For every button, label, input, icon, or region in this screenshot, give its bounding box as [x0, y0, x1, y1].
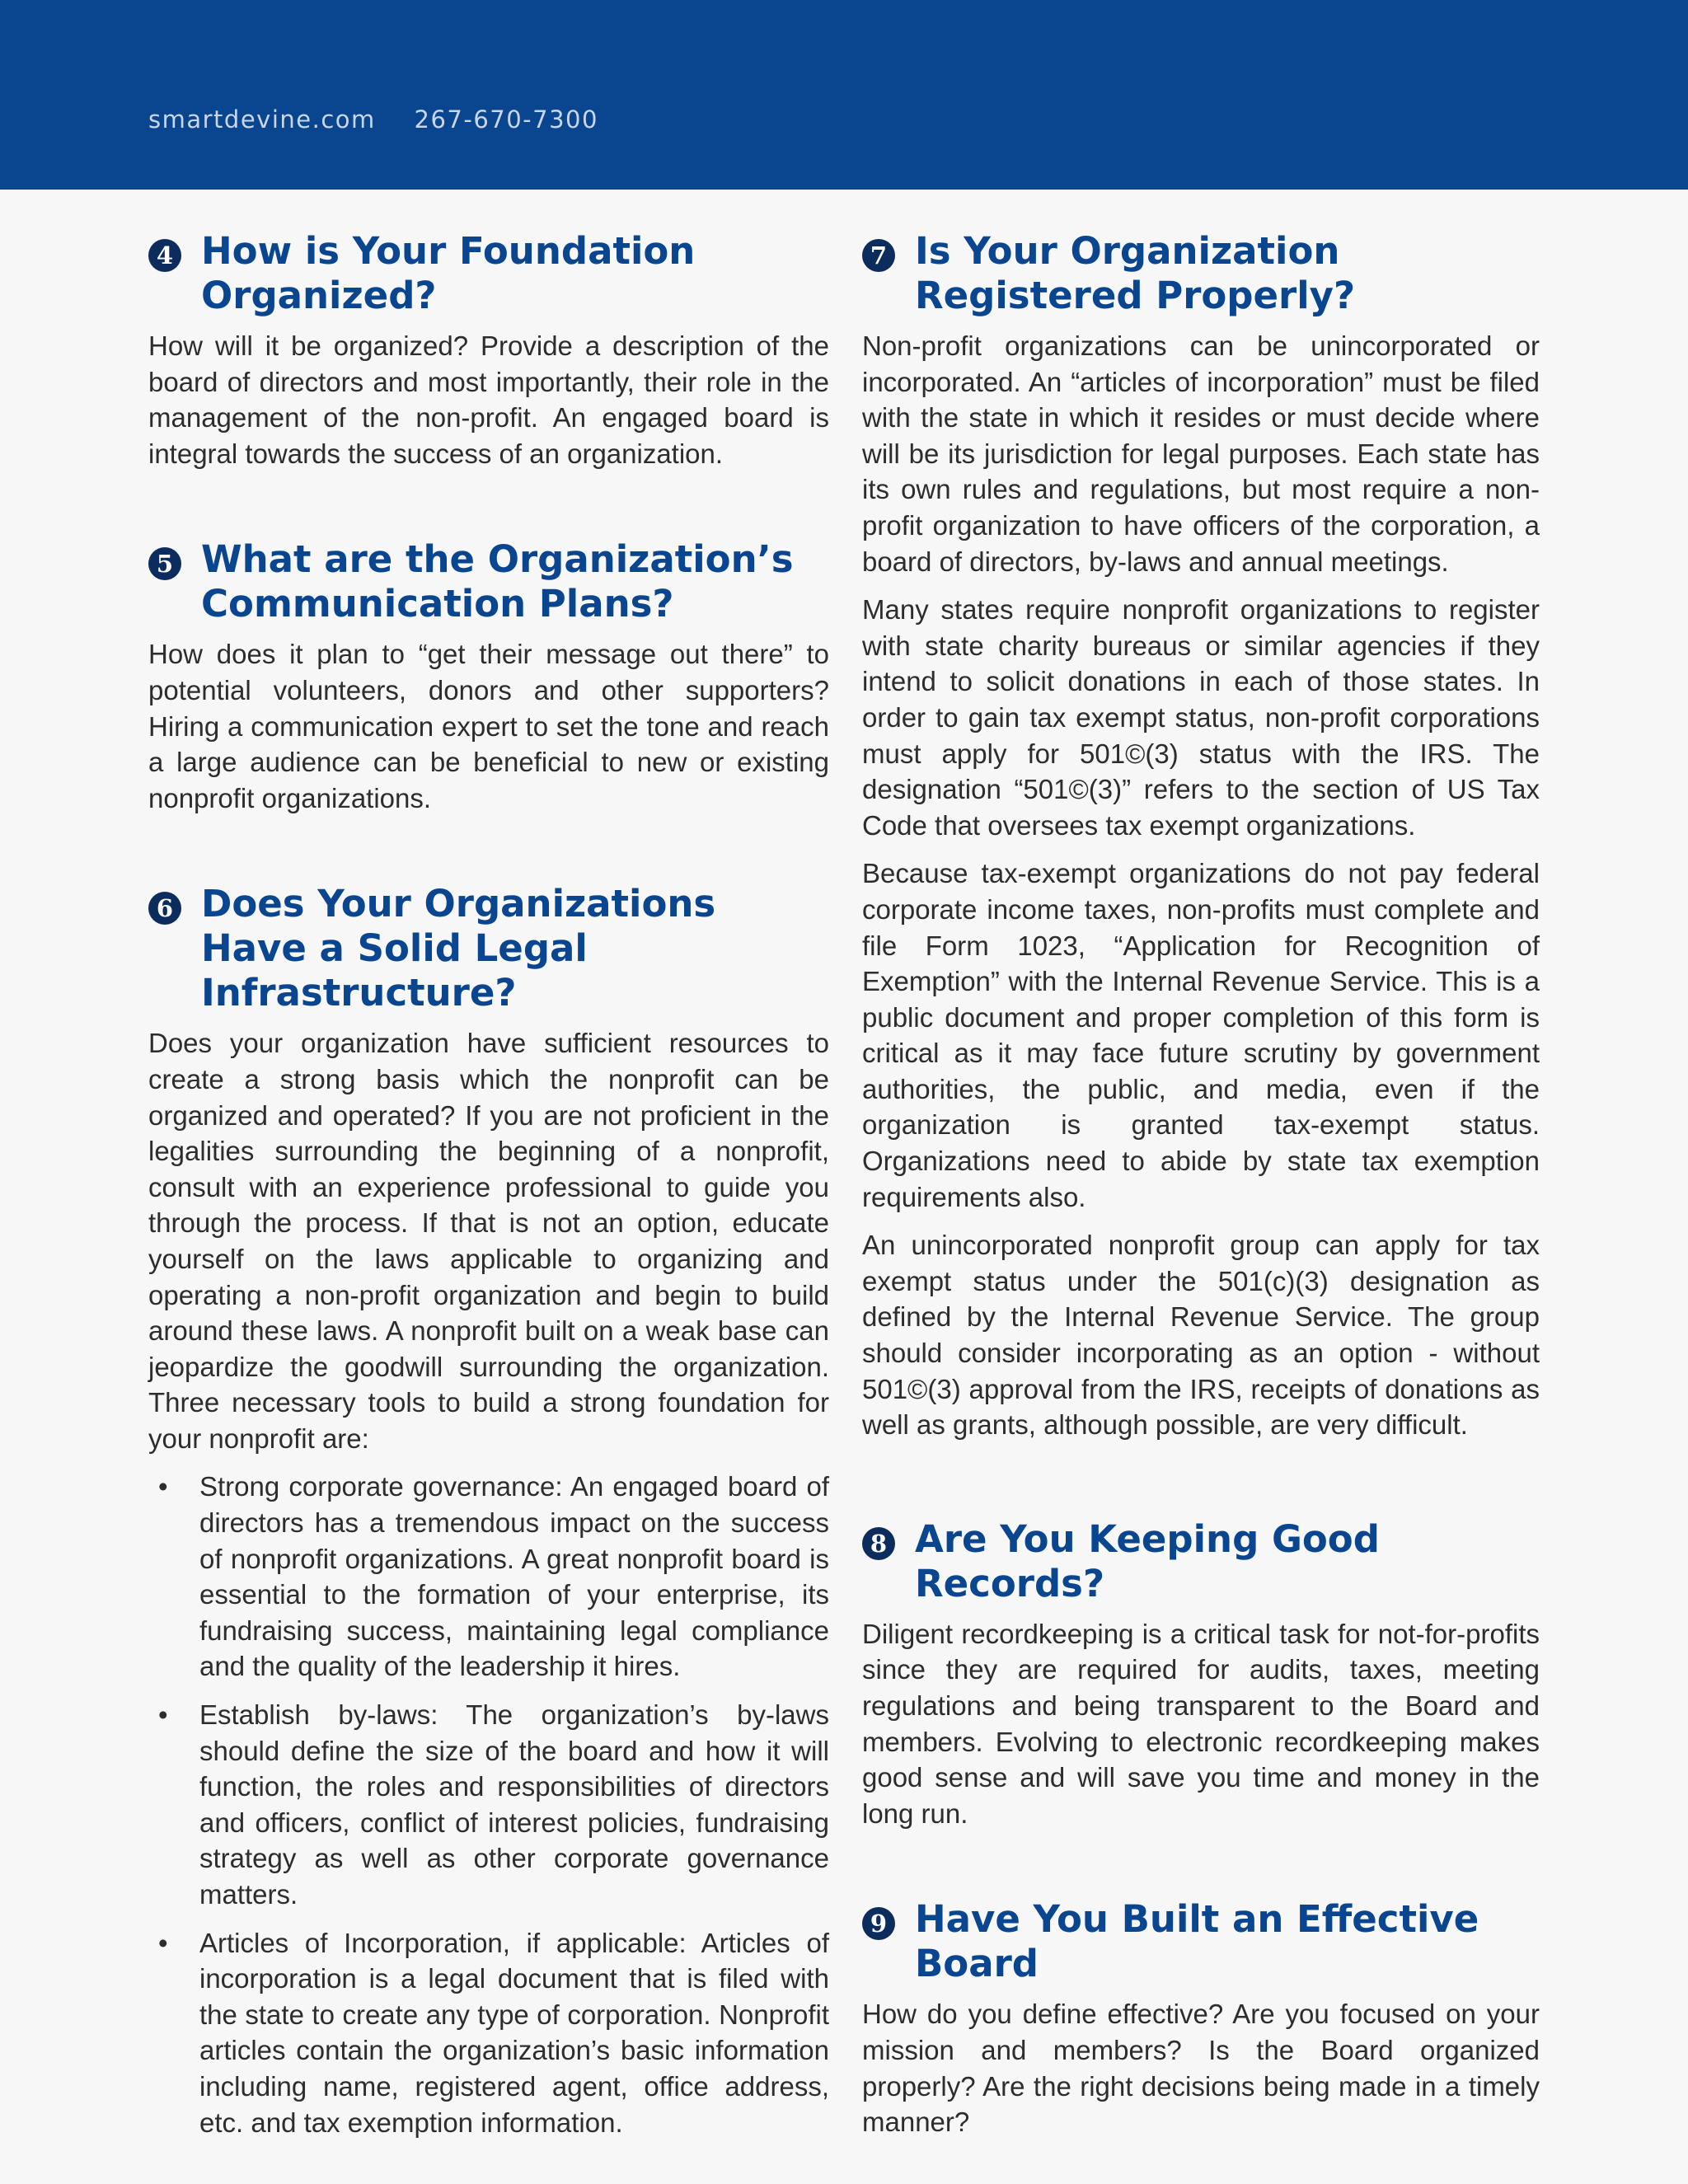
bullet-text: Articles of Incorporation, if applicable: Articles of incorporation is a legal document that is filed with the state to create any type of corporation. Nonprofit articles contain the organization’s basic information including name, registered agent, office address, etc. and tax exemption information. [199, 1927, 829, 2138]
section-4 [148, 229, 829, 471]
section-8 [862, 1517, 1540, 1832]
bullet-text: Strong corporate governance: An engaged board of directors has a tremendous impact on the success of nonprofit organizations. A great nonprofit board is essential to the formation of your enterprise, its fundraising success, maintaining legal compliance and the quality of the leadership it hires. [199, 1471, 829, 1682]
section-7-paragraph-2: Many states require nonprofit organizations to register with state charity bureaus or similar agencies if they intend to solicit donations in each of those states. In order to gain tax exempt status, non-profit corporations must apply for 501©(3) status with the IRS. The designation “501©(3)” refers to the section of US Tax Code that oversees tax exempt organizations. [862, 594, 1540, 841]
section-8-paragraph: Diligent recordkeeping is a critical task for not-for-profits since they are required for audits, taxes, meeting regulations and being transparent to the Board and members. Evolving to electronic recordkeeping makes good sense and will save you time and money in the long run. [862, 1618, 1540, 1829]
number-8-badge: 8 [862, 1527, 895, 1560]
number-6-badge: 6 [148, 892, 181, 925]
bullet-text: Establish by-laws: The organization’s by-laws should define the size of the board and how it will function, the roles and responsibilities of directors and officers, conflict of interest policies, fundraising strategy as well as other corporate governance matters. [199, 1699, 829, 1910]
section-5-title: What are the Organization’s Communication Plans? [201, 537, 794, 626]
header-bar [0, 0, 1688, 190]
number-7-badge: 7 [862, 239, 895, 272]
phone-number: 267-670-7300 [414, 105, 598, 134]
section-5-heading [148, 537, 829, 626]
section-6 [148, 882, 829, 2140]
number-4-badge: 4 [148, 239, 181, 272]
section-5-paragraph: How does it plan to “get their message out there” to potential volunteers, donors and other supporters? Hiring a communication expert to set the tone and reach a large audience can be beneficial to new or existing nonprofit organizations. [148, 639, 829, 813]
section-7 [862, 229, 1540, 1443]
section-4-title: How is Your Foundation Organized? [201, 229, 696, 317]
section-8-heading [862, 1517, 1540, 1606]
bullet-item [148, 1469, 829, 1685]
section-9 [862, 1897, 1540, 2139]
header-contact [148, 105, 628, 134]
section-7-heading [862, 229, 1540, 318]
section-4-heading [148, 229, 829, 318]
section-9-title: Have You Built an Effective Board [915, 1897, 1479, 1986]
section-7-paragraph-4: An unincorporated nonprofit group can apply for tax exempt status under the 501(c)(3) designation as defined by the Internal Revenue Service. The group should consider incorporating as an option - without 501©(3) approval from the IRS, receipts of donations as well as grants, although possible, are very difficult. [862, 1230, 1540, 1441]
section-8-title: Are You Keeping Good Records? [915, 1516, 1380, 1605]
bullet-item [148, 1925, 829, 2141]
tools-bullet-list [148, 1469, 829, 2140]
left-column [148, 229, 829, 2184]
number-9-badge: 9 [862, 1907, 895, 1940]
website-link[interactable]: smartdevine.com [148, 105, 376, 134]
bullet-dot-icon: • [158, 1699, 168, 1731]
section-6-heading [148, 882, 829, 1015]
section-7-paragraph-1: Non-profit organizations can be unincorporated or incorporated. An “articles of incorporation” must be filed with the state in which it resides or must decide where will be its jurisdiction for legal purposes. Each state has its own rules and regulations, but most require a non-profit organization to have officers of the corporation, a board of directors, by-laws and annual meetings. [862, 330, 1540, 577]
number-5-badge: 5 [148, 547, 181, 580]
bullet-item [148, 1697, 829, 1913]
section-5 [148, 537, 829, 816]
section-9-heading [862, 1897, 1540, 1986]
bullet-dot-icon: • [158, 1927, 168, 1958]
section-7-title: Is Your Organization Registered Properly? [915, 229, 1356, 317]
bullet-dot-icon: • [158, 1471, 168, 1502]
section-9-paragraph: How do you define effective? Are you focused on your mission and members? Is the Board organized properly? Are the right decisions being made in a timely manner? [862, 1999, 1540, 2138]
section-4-paragraph: How will it be organized? Provide a description of the board of directors and most importantly, their role in the management of the non-profit. An engaged board is integral towards the success of an organization. [148, 330, 829, 469]
section-6-title: Does Your Organizations Have a Solid Legal Infrastructure? [201, 882, 716, 1015]
right-column [862, 229, 1540, 2184]
section-6-paragraph: Does your organization have sufficient resources to create a strong basis which the nonprofit can be organized and operated? If you are not proficient in the legalities surrounding the beginning of a nonprofit, consult with an experience professional to guide you through the process. If that is not an option, educate yourself on the laws applicable to organizing and operating a non-profit organization and begin to build around these laws. A nonprofit built on a weak base can jeopardize the goodwill surrounding the organization. Three necessary tools to build a strong foundation for your nonprofit are: [148, 1028, 829, 1454]
section-7-paragraph-3: Because tax-exempt organizations do not pay federal corporate income taxes, non-profits must complete and file Form 1023, “Application for Recognition of Exemption” with the Internal Revenue Service. This is a public document and proper completion of this form is critical as it may face future scrutiny by government authorities, the public, and media, even if the organization is granted tax-exempt status. Organizations need to abide by state tax exemption requirements also. [862, 858, 1540, 1212]
